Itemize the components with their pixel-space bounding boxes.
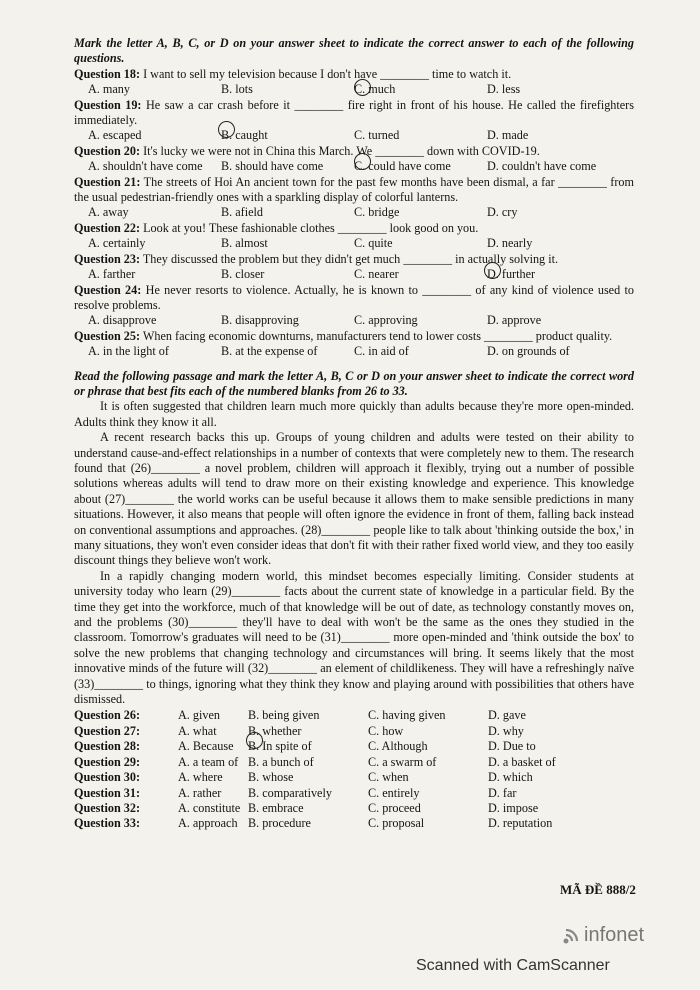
- passage-paragraph: A recent research backs this up. Groups of young children and adults were tested on their ability to understand cause-and-effect relationships in a number of contexts that were completely new to them. The research found that (26)________ a novel problem, children will approach it flexibly, trying out a number of possible solutions whereas adults will tend to draw more on their existing knowledge and experience. This knowledge about (27)________ the world works can be useful because it allows them to make sensible predictions in many situations. However, it also means that people will often ignore the evidence in front of them, falling back instead on conventional assumptions and approaches. (28)________ people like to talk about 'thinking outside the box,' in many situations, they won't even consider ideas that don't fit with their rather fixed world view, and they too easily discount things they believe won't work.: [74, 430, 634, 568]
- scanner-footer: Scanned with CamScanner: [416, 957, 610, 974]
- answer-options: [74, 708, 634, 831]
- option: A. certainly: [88, 236, 146, 251]
- option: D. couldn't have come: [487, 159, 597, 174]
- question-text: They discussed the problem but they didn't get much ________ in actually solving it.: [142, 251, 559, 266]
- option-d: D. far: [488, 785, 517, 800]
- option-c: C. having given: [368, 708, 446, 723]
- answer-row-26: [74, 708, 634, 723]
- question-text: I want to sell my television because I don't have ________ time to watch it.: [143, 66, 512, 81]
- option: B. closer: [221, 267, 265, 282]
- question-21: [74, 175, 634, 221]
- question-label: Question 24:: [74, 282, 142, 297]
- instruction-passage: Read the following passage and mark the letter A, B, C or D on your answer sheet to indicate the correct word or phrase that best fits each of the numbered blanks from 26 to 33.: [74, 368, 634, 398]
- option: D. on grounds of: [487, 344, 570, 359]
- option-c: C. a swarm of: [368, 754, 437, 769]
- question-label: Question 18:: [74, 66, 141, 81]
- option-a: A. constitute: [178, 800, 241, 815]
- option: A. escaped: [88, 128, 142, 143]
- option: B. lots: [221, 82, 253, 97]
- question-24: [74, 283, 634, 329]
- option-c: C. entirely: [368, 785, 420, 800]
- option-b: B. procedure: [248, 816, 311, 831]
- question-22: [74, 221, 634, 252]
- answer-circle-mark: [246, 732, 263, 749]
- answer-row-33: [74, 816, 634, 831]
- passage-paragraph: It is often suggested that children learn much more quickly than adults because they're more open-minded. Adults think they know it all.: [74, 399, 634, 429]
- question-label: Question 31:: [74, 785, 141, 800]
- question-label: Question 29:: [74, 754, 141, 769]
- option: C. approving: [354, 313, 418, 328]
- answer-circle-mark: [354, 153, 371, 170]
- option-b: B. a bunch of: [248, 754, 314, 769]
- option: B. at the expense of: [221, 344, 318, 359]
- option: C. nearer: [354, 267, 399, 282]
- option: A. disapprove: [88, 313, 157, 328]
- option-d: D. impose: [488, 800, 539, 815]
- question-label: Question 30:: [74, 770, 141, 785]
- option-c: C. when: [368, 770, 409, 785]
- option: B. disapproving: [221, 313, 299, 328]
- option-a: A. approach: [178, 816, 238, 831]
- option-d: D. which: [488, 770, 533, 785]
- question-text: Look at you! These fashionable clothes ________ look good on you.: [143, 220, 479, 235]
- question-text: He saw a car crash before it ________ fire right in front of his house. He called the firefighters immediately.: [74, 97, 634, 128]
- option-b: B. whether: [248, 723, 302, 738]
- option: D. further: [487, 267, 536, 282]
- option: C. in aid of: [354, 344, 409, 359]
- passage-paragraph: In a rapidly changing modern world, this mindset becomes especially limiting. Consider students at university today who learn (29)________ facts about the current state of knowledge in a particular field. By the time they get into the workforce, much of that knowledge will be out of date, as technology constantly moves on, and the problems (30)________ they'll have to deal with won't be the same as the ones they studied in the classroom. Tomorrow's graduates will need to be (31)________ more open-minded and 'think outside the box' to solve the new problems that changing technology and circumstances will bring. It seems likely that the most innovative minds of the future will (32)________ an element of childlikeness. They will have a refreshingly naïve (33)________ to things, ignoring what they think they know and playing around with possibilities that others have dismissed.: [74, 568, 634, 707]
- option: A. in the light of: [88, 344, 169, 359]
- question-label: Question 22:: [74, 220, 141, 235]
- option-b: B. embrace: [248, 800, 304, 815]
- question-18: [74, 67, 634, 98]
- question-label: Question 23:: [74, 251, 141, 266]
- question-label: Question 32:: [74, 800, 141, 815]
- option-c: C. how: [368, 723, 404, 738]
- question-text: When facing economic downturns, manufacturers tend to lower costs ________ product quality.: [142, 328, 613, 343]
- question-label: Question 26:: [74, 708, 141, 723]
- instruction-questions: Mark the letter A, B, C, or D on your answer sheet to indicate the correct answer to each of the following questions.: [74, 36, 634, 66]
- signal-icon: [560, 925, 582, 947]
- question-19: [74, 98, 634, 144]
- option: B. almost: [221, 236, 268, 251]
- option: D. cry: [487, 205, 518, 220]
- option-d: D. reputation: [488, 816, 553, 831]
- answer-row-28: [74, 739, 634, 754]
- option-c: C. proceed: [368, 800, 421, 815]
- question-text: It's lucky we were not in China this March. We ________ down with COVID-19.: [143, 143, 540, 158]
- option: D. made: [487, 128, 529, 143]
- option-d: D. a basket of: [488, 754, 556, 769]
- infonet-logo: [560, 924, 644, 947]
- option-b: B. whose: [248, 770, 294, 785]
- option: D. less: [487, 82, 521, 97]
- option: C. much: [354, 82, 396, 97]
- option: D. approve: [487, 313, 542, 328]
- question-label: Question 19:: [74, 97, 142, 112]
- question-label: Question 25:: [74, 328, 141, 343]
- option: A. away: [88, 205, 129, 220]
- option: A. farther: [88, 267, 136, 282]
- option-d: D. why: [488, 723, 524, 738]
- option-a: A. where: [178, 770, 223, 785]
- option: C. could have come: [354, 159, 451, 174]
- answer-circle-mark: [484, 262, 501, 279]
- exam-code: MÃ ĐỀ 888/2: [560, 882, 636, 897]
- option: A. shouldn't have come: [88, 159, 203, 174]
- option-c: C. proposal: [368, 816, 425, 831]
- option: C. bridge: [354, 205, 400, 220]
- option: B. afield: [221, 205, 263, 220]
- watermark-text: infonet: [584, 924, 645, 946]
- option-a: A. given: [178, 708, 220, 723]
- option-d: D. gave: [488, 708, 526, 723]
- option: C. quite: [354, 236, 393, 251]
- option-a: A. a team of: [178, 754, 239, 769]
- question-label: Question 33:: [74, 816, 141, 831]
- option-b: B. being given: [248, 708, 320, 723]
- option: A. many: [88, 82, 130, 97]
- option: B. should have come: [221, 159, 324, 174]
- option: B. caught: [221, 128, 268, 143]
- answer-row-32: [74, 801, 634, 816]
- answer-circle-mark: [218, 121, 235, 138]
- option-d: D. Due to: [488, 739, 536, 754]
- exam-page: [74, 36, 634, 832]
- option-b: B. comparatively: [248, 785, 332, 800]
- question-25: [74, 329, 634, 360]
- option-c: C. Although: [368, 739, 428, 754]
- answer-row-29: [74, 755, 634, 770]
- question-text: He never resorts to violence. Actually, he is known to ________ of any kind of violence used to resolve problems.: [74, 282, 634, 312]
- question-label: Question 27:: [74, 723, 141, 738]
- option: D. nearly: [487, 236, 533, 251]
- answer-row-27: [74, 724, 634, 739]
- option-a: A. rather: [178, 785, 222, 800]
- answer-row-31: [74, 786, 634, 801]
- question-label: Question 20:: [74, 143, 141, 158]
- answer-row-30: [74, 770, 634, 785]
- question-label: Question 28:: [74, 739, 141, 754]
- option-a: A. what: [178, 723, 217, 738]
- answer-circle-mark: [354, 79, 371, 96]
- option-b: B. In spite of: [248, 739, 312, 754]
- question-label: Question 21:: [74, 174, 141, 189]
- option-a: A. Because: [178, 739, 234, 754]
- question-text: The streets of Hoi An ancient town for the past few months have been dismal, a far ________ from the usual pedestrian-friendly ones with a sparkling display of colorful lanterns.: [74, 174, 634, 205]
- question-23: [74, 252, 634, 283]
- option: C. turned: [354, 128, 400, 143]
